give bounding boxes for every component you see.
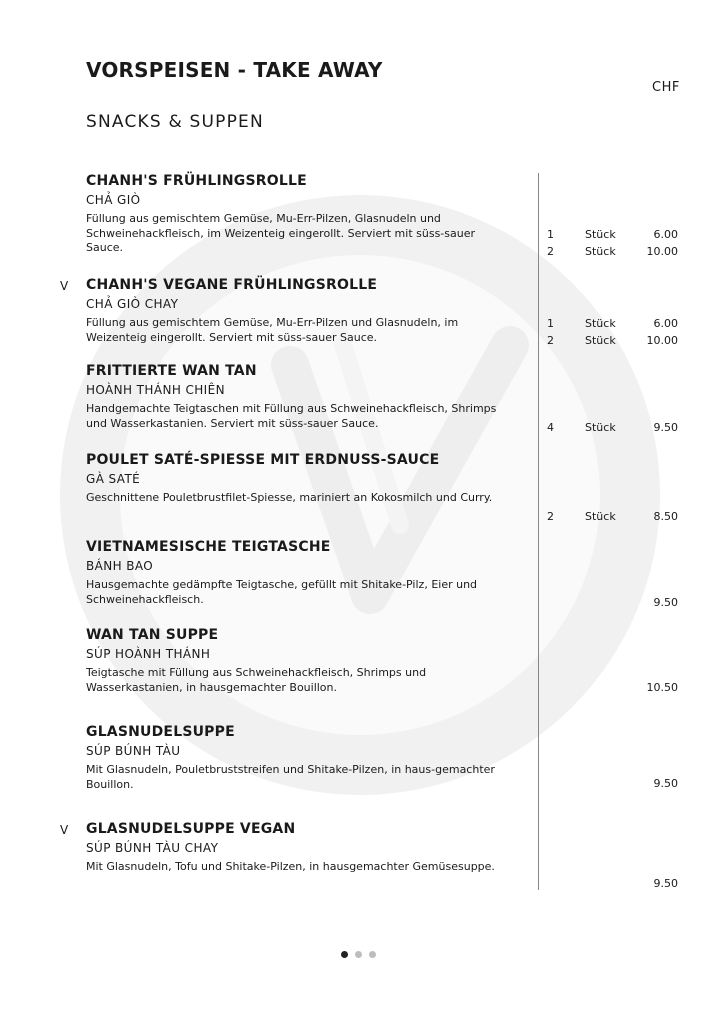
price-row [540, 334, 680, 350]
price-quantity: 1 [547, 228, 554, 241]
item-name: VIETNAMESISCHE TEIGTASCHE [86, 539, 331, 555]
item-vietnamese-name: SÚP HOÀNH THÁNH [86, 647, 211, 661]
item-description: Geschnittene Pouletbrustfilet-Spiesse, mariniert an Kokosmilch und Curry. [86, 491, 493, 504]
price-row [540, 681, 680, 697]
price-row [540, 421, 680, 437]
page-dot[interactable] [369, 951, 376, 958]
item-vietnamese-name: SÚP BÚNH TÀU CHAY [86, 841, 219, 855]
price-amount: 9.50 [653, 877, 678, 890]
item-description: Mit Glasnudeln, Tofu und Shitake-Pilzen, in hausgemachter Gemüsesuppe. [86, 860, 495, 873]
price-quantity: 2 [547, 510, 554, 523]
price-quantity: 1 [547, 317, 554, 330]
section-title: SNACKS & SUPPEN [86, 112, 264, 132]
item-description: Füllung aus gemischtem Gemüse, Mu-Err-Pilzen und Glasnudeln, im Weizenteig eingerollt. Serviert mit süss-sauer Sauce. [86, 316, 459, 344]
currency-label: CHF [652, 80, 680, 95]
price-amount: 9.50 [653, 777, 678, 790]
price-amount: 9.50 [653, 596, 678, 609]
item-vietnamese-name: CHẢ GIÒ CHAY [86, 297, 179, 311]
item-name: CHANH'S VEGANE FRÜHLINGSROLLE [86, 277, 378, 293]
price-amount: 9.50 [653, 421, 678, 434]
price-amount: 6.00 [653, 317, 678, 330]
item-name: GLASNUDELSUPPE VEGAN [86, 821, 296, 837]
item-vietnamese-name: BÁNH BAO [86, 559, 154, 573]
item-name: CHANH'S FRÜHLINGSROLLE [86, 173, 307, 189]
price-row [540, 510, 680, 526]
vegan-icon: V [60, 279, 69, 293]
price-amount: 10.00 [646, 245, 678, 258]
item-description: Teigtasche mit Füllung aus Schweinehackfleisch, Shrimps und Wasserkastanien, in hausgemachter Bouillon. [86, 666, 427, 694]
price-row [540, 596, 680, 612]
price-quantity: 4 [547, 421, 554, 434]
page-dot[interactable] [355, 951, 362, 958]
item-vietnamese-name: GÀ SATÉ [86, 472, 141, 486]
price-unit: Stück [585, 317, 616, 330]
price-amount: 8.50 [653, 510, 678, 523]
item-name: FRITTIERTE WAN TAN [86, 363, 257, 379]
price-unit: Stück [585, 421, 616, 434]
item-description: Hausgemachte gedämpfte Teigtasche, gefüllt mit Shitake-Pilz, Eier und Schweinehackfleisch. [86, 578, 478, 606]
item-vietnamese-name: CHẢ GIÒ [86, 193, 141, 207]
price-unit: Stück [585, 510, 616, 523]
price-amount: 6.00 [653, 228, 678, 241]
page-title: VORSPEISEN - TAKE AWAY [86, 58, 383, 82]
price-quantity: 2 [547, 245, 554, 258]
price-unit: Stück [585, 228, 616, 241]
price-unit: Stück [585, 334, 616, 347]
item-vietnamese-name: HOÀNH THÁNH CHIÊN [86, 383, 225, 397]
page-indicator [341, 951, 376, 958]
item-name: WAN TAN SUPPE [86, 627, 219, 643]
price-row [540, 245, 680, 261]
price-column-divider [538, 173, 539, 890]
price-row [540, 777, 680, 793]
price-row [540, 317, 680, 333]
item-description: Handgemachte Teigtaschen mit Füllung aus Schweinehackfleisch, Shrimps und Wasserkastanien. Serviert mit süss-sauer Sauce. [86, 402, 497, 430]
page-dot[interactable] [341, 951, 348, 958]
price-quantity: 2 [547, 334, 554, 347]
item-name: GLASNUDELSUPPE [86, 724, 235, 740]
price-unit: Stück [585, 245, 616, 258]
vegan-icon: V [60, 823, 69, 837]
price-amount: 10.50 [646, 681, 678, 694]
price-row [540, 877, 680, 893]
item-name: POULET SATÉ-SPIESSE MIT ERDNUSS-SAUCE [86, 452, 440, 468]
item-vietnamese-name: SÚP BÚNH TÀU [86, 744, 181, 758]
price-row [540, 228, 680, 244]
item-description: Mit Glasnudeln, Pouletbruststreifen und Shitake-Pilzen, in haus-gemachter Bouillon. [86, 763, 495, 791]
item-description: Füllung aus gemischtem Gemüse, Mu-Err-Pilzen, Glasnudeln und Schweinehackfleisch, im Weizenteig eingerollt. Serviert mit süss-sauer Sauce. [86, 212, 476, 254]
price-amount: 10.00 [646, 334, 678, 347]
